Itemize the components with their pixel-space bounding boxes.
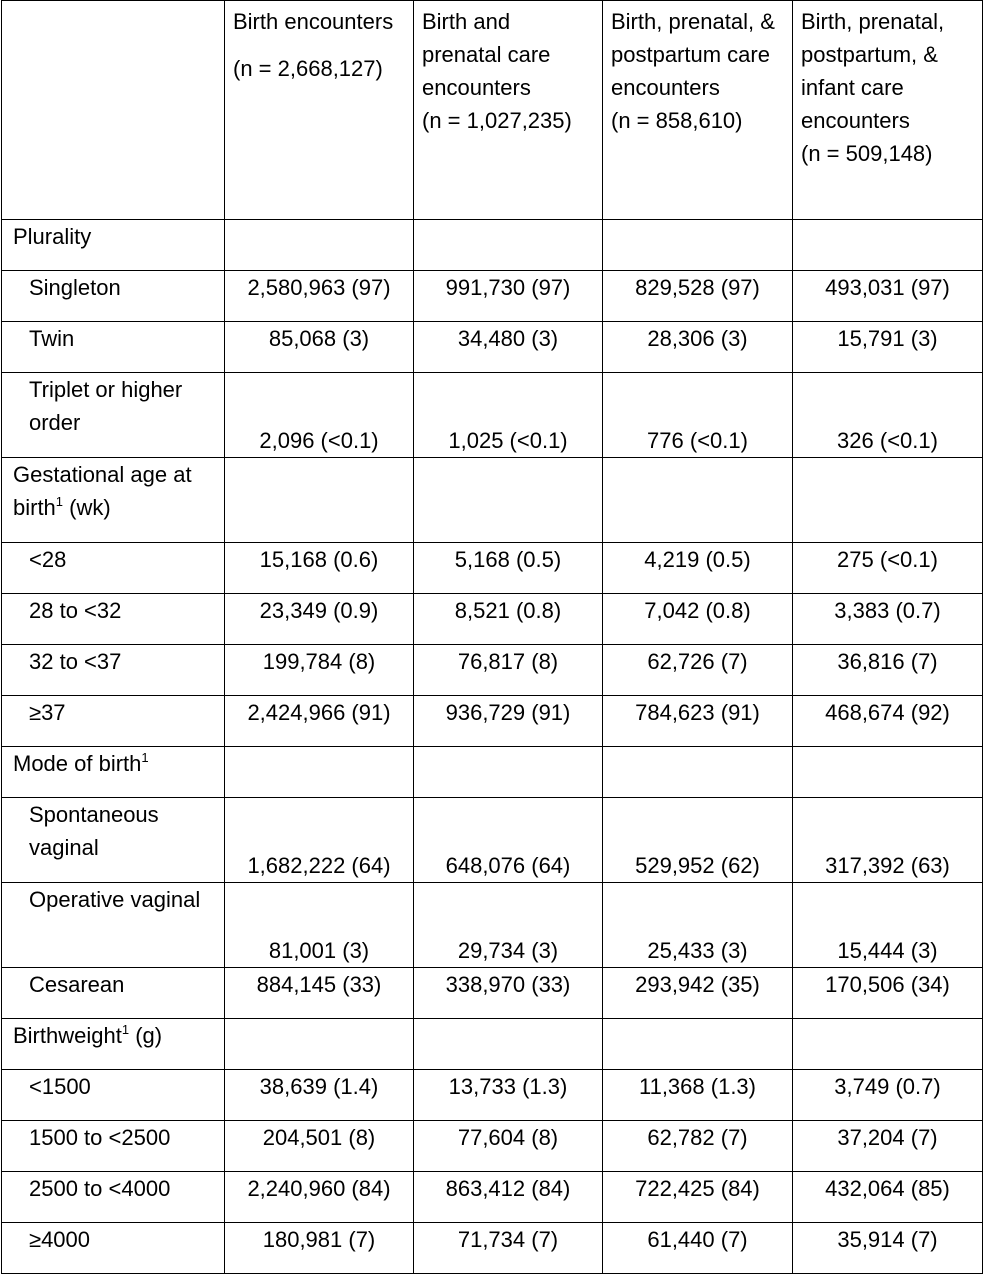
data-row (2, 271, 983, 322)
value-cell: 884,145 (33) (225, 968, 414, 1019)
value-cell: 648,076 (64) (414, 798, 603, 883)
value-cell: 81,001 (3) (225, 883, 414, 968)
section-empty-cell (793, 1019, 983, 1070)
data-row (2, 798, 983, 883)
header-birth-prenatal-postpartum-count: (n = 858,610) (611, 108, 743, 133)
value-cell: 829,528 (97) (603, 271, 793, 322)
value-cell: 2,580,963 (97) (225, 271, 414, 322)
section-empty-cell (414, 1019, 603, 1070)
value-cell: 85,068 (3) (225, 322, 414, 373)
value-cell: 77,604 (8) (414, 1121, 603, 1172)
header-birth-count: (n = 2,668,127) (233, 56, 383, 81)
row-label: Spontaneous vaginal (2, 798, 225, 883)
value-cell: 204,501 (8) (225, 1121, 414, 1172)
value-cell: 991,730 (97) (414, 271, 603, 322)
value-cell: 1,025 (<0.1) (414, 373, 603, 458)
footnote-marker: 1 (121, 1022, 130, 1037)
section-empty-cell (603, 1019, 793, 1070)
value-cell: 29,734 (3) (414, 883, 603, 968)
value-cell: 170,506 (34) (793, 968, 983, 1019)
value-cell: 3,383 (0.7) (793, 594, 983, 645)
characteristics-table (1, 0, 983, 1274)
value-cell: 35,914 (7) (793, 1223, 983, 1274)
section-label-text: Plurality (13, 224, 92, 249)
data-row (2, 322, 983, 373)
value-cell: 36,816 (7) (793, 645, 983, 696)
row-label: 28 to <32 (2, 594, 225, 645)
section-label-text: Gestational age at birth (13, 462, 192, 520)
row-label: Cesarean (2, 968, 225, 1019)
value-cell: 34,480 (3) (414, 322, 603, 373)
value-cell: 5,168 (0.5) (414, 543, 603, 594)
value-cell: 37,204 (7) (793, 1121, 983, 1172)
row-label: 2500 to <4000 (2, 1172, 225, 1223)
value-cell: 776 (<0.1) (603, 373, 793, 458)
value-cell: 936,729 (91) (414, 696, 603, 747)
value-cell: 317,392 (63) (793, 798, 983, 883)
header-birth-prenatal (414, 1, 603, 220)
header-birth (225, 1, 414, 220)
section-row (2, 747, 983, 798)
row-label: ≥37 (2, 696, 225, 747)
section-row (2, 220, 983, 271)
section-empty-cell (793, 220, 983, 271)
data-row (2, 696, 983, 747)
data-row (2, 1223, 983, 1274)
value-cell: 11,368 (1.3) (603, 1070, 793, 1121)
value-cell: 293,942 (35) (603, 968, 793, 1019)
value-cell: 38,639 (1.4) (225, 1070, 414, 1121)
section-empty-cell (603, 747, 793, 798)
section-label (2, 747, 225, 798)
header-birth-prenatal-postpartum-infant (793, 1, 983, 220)
section-empty-cell (603, 220, 793, 271)
section-unit: (wk) (63, 495, 111, 520)
header-birth-prenatal-postpartum-infant-title: Birth, prenatal, postpartum, & infant care encounters (801, 9, 945, 133)
section-label-text: Mode of birth (13, 751, 142, 776)
row-label: Twin (2, 322, 225, 373)
row-label: ≥4000 (2, 1223, 225, 1274)
value-cell: 15,791 (3) (793, 322, 983, 373)
section-empty-cell (225, 458, 414, 543)
value-cell: 2,096 (<0.1) (225, 373, 414, 458)
value-cell: 722,425 (84) (603, 1172, 793, 1223)
value-cell: 8,521 (0.8) (414, 594, 603, 645)
row-label: Triplet or higher order (2, 373, 225, 458)
data-row (2, 1121, 983, 1172)
value-cell: 13,733 (1.3) (414, 1070, 603, 1121)
section-label (2, 1019, 225, 1070)
value-cell: 25,433 (3) (603, 883, 793, 968)
section-empty-cell (414, 458, 603, 543)
value-cell: 62,782 (7) (603, 1121, 793, 1172)
value-cell: 23,349 (0.9) (225, 594, 414, 645)
value-cell: 15,168 (0.6) (225, 543, 414, 594)
row-label: <1500 (2, 1070, 225, 1121)
data-row (2, 1172, 983, 1223)
data-row (2, 373, 983, 458)
header-birth-prenatal-title: Birth and prenatal care encounters (422, 9, 551, 100)
value-cell: 199,784 (8) (225, 645, 414, 696)
value-cell: 326 (<0.1) (793, 373, 983, 458)
value-cell: 468,674 (92) (793, 696, 983, 747)
value-cell: 432,064 (85) (793, 1172, 983, 1223)
value-cell: 3,749 (0.7) (793, 1070, 983, 1121)
section-empty-cell (793, 747, 983, 798)
value-cell: 1,682,222 (64) (225, 798, 414, 883)
row-label: Singleton (2, 271, 225, 322)
row-label: 32 to <37 (2, 645, 225, 696)
value-cell: 338,970 (33) (414, 968, 603, 1019)
section-empty-cell (414, 747, 603, 798)
value-cell: 61,440 (7) (603, 1223, 793, 1274)
value-cell: 62,726 (7) (603, 645, 793, 696)
value-cell: 28,306 (3) (603, 322, 793, 373)
row-label: Operative vaginal (2, 883, 225, 968)
value-cell: 2,424,966 (91) (225, 696, 414, 747)
header-birth-title: Birth encounters (233, 9, 394, 34)
section-empty-cell (603, 458, 793, 543)
section-label (2, 458, 225, 543)
data-row (2, 543, 983, 594)
data-row (2, 1070, 983, 1121)
value-cell: 784,623 (91) (603, 696, 793, 747)
header-row (2, 1, 983, 220)
row-label: 1500 to <2500 (2, 1121, 225, 1172)
header-birth-prenatal-count: (n = 1,027,235) (422, 108, 572, 133)
value-cell: 180,981 (7) (225, 1223, 414, 1274)
header-birth-prenatal-postpartum-infant-count: (n = 509,148) (801, 141, 933, 166)
value-cell: 15,444 (3) (793, 883, 983, 968)
footnote-marker: 1 (141, 750, 149, 765)
value-cell: 493,031 (97) (793, 271, 983, 322)
header-birth-prenatal-postpartum (603, 1, 793, 220)
value-cell: 76,817 (8) (414, 645, 603, 696)
section-row (2, 1019, 983, 1070)
section-label-text: Birthweight (13, 1023, 122, 1048)
value-cell: 7,042 (0.8) (603, 594, 793, 645)
row-label: <28 (2, 543, 225, 594)
data-row (2, 968, 983, 1019)
data-row (2, 594, 983, 645)
value-cell: 4,219 (0.5) (603, 543, 793, 594)
data-row (2, 883, 983, 968)
value-cell: 275 (<0.1) (793, 543, 983, 594)
section-empty-cell (225, 1019, 414, 1070)
value-cell: 71,734 (7) (414, 1223, 603, 1274)
value-cell: 863,412 (84) (414, 1172, 603, 1223)
section-unit: (g) (129, 1023, 163, 1048)
section-empty-cell (414, 220, 603, 271)
value-cell: 529,952 (62) (603, 798, 793, 883)
section-empty-cell (225, 220, 414, 271)
footnote-marker: 1 (55, 494, 64, 509)
data-row (2, 645, 983, 696)
value-cell: 2,240,960 (84) (225, 1172, 414, 1223)
section-empty-cell (225, 747, 414, 798)
section-row (2, 458, 983, 543)
header-blank-cell (2, 1, 225, 220)
section-empty-cell (793, 458, 983, 543)
section-label (2, 220, 225, 271)
header-birth-prenatal-postpartum-title: Birth, prenatal, & postpartum care encounters (611, 9, 775, 100)
